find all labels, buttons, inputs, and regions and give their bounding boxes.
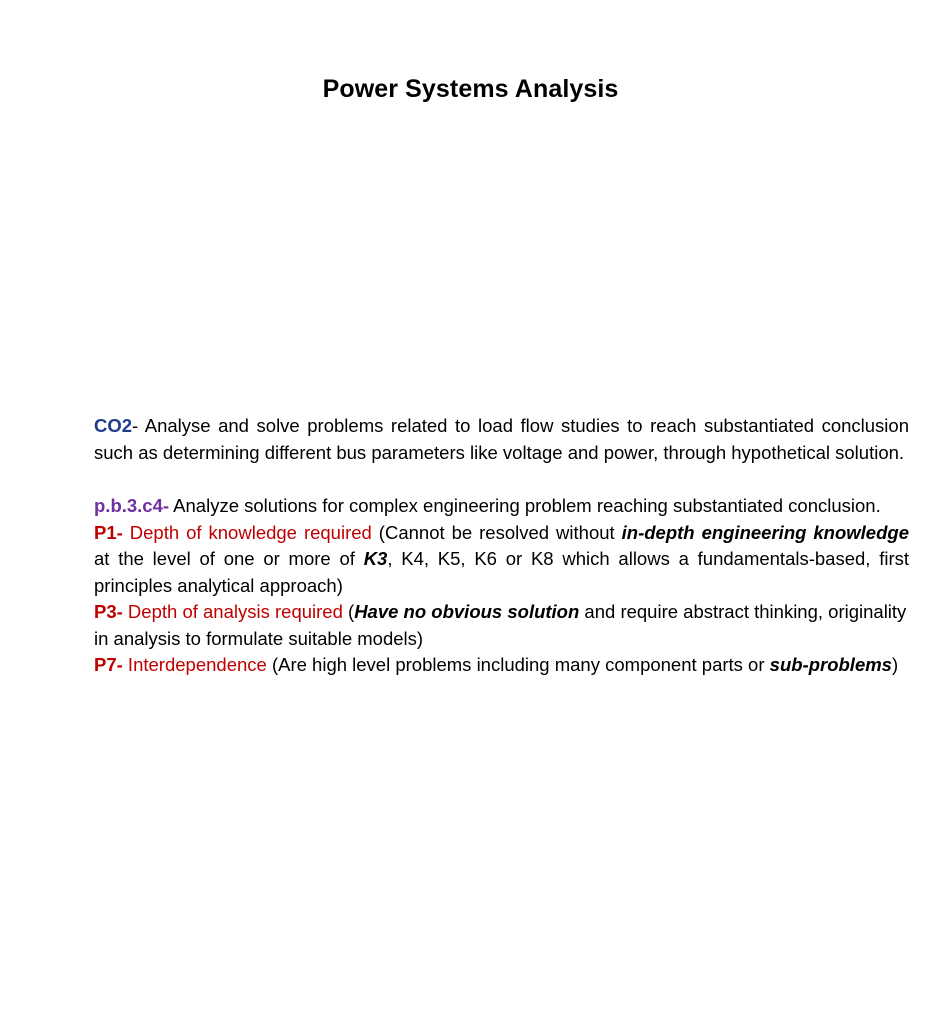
p3-text-b: and require abstract thinking, originality in analysis to formulate suitable models) [94, 601, 907, 649]
co2-label: CO2 [94, 415, 133, 436]
p7-emphasis-a: sub-problems [769, 654, 892, 675]
document-body [94, 413, 909, 679]
p7-text-a: (Are high level problems including many component parts or [266, 654, 770, 675]
p1-label: P1- [94, 521, 123, 543]
p3-text-a: ( [342, 601, 355, 622]
co2-text: - Analyse and solve problems related to load flow studies to reach substantiated conclusion such as determining different bus parameters like voltage and power, through hypothetical solution. [94, 415, 909, 463]
p1-text-a: (Cannot be resolved without [371, 521, 622, 543]
p3-emphasis-a: Have no obvious solution [354, 601, 580, 622]
p7-title: Interdependence [122, 654, 267, 675]
p7-paragraph [94, 652, 909, 679]
p1-title: Depth of knowledge required [122, 521, 372, 543]
p3-title: Depth of analysis required [122, 601, 343, 622]
p1-text-b: at the level of one or more of [94, 548, 364, 569]
p1-paragraph [94, 520, 909, 600]
page-title: Power Systems Analysis [322, 74, 619, 103]
p3-label: P3- [94, 601, 123, 622]
p7-label: P7- [94, 654, 123, 675]
co2-paragraph [94, 413, 909, 466]
p1-emphasis-b: K3 [363, 548, 388, 569]
p3-paragraph [94, 599, 909, 652]
pbc4-text: Analyze solutions for complex engineering problem reaching substantiated conclusion. [169, 495, 881, 516]
pbc4-paragraph [94, 493, 909, 520]
p1-emphasis-a: in-depth engineering knowledge [621, 521, 909, 543]
paragraph-spacer [94, 466, 909, 493]
p7-text-b: ) [891, 654, 899, 675]
pbc4-label: p.b.3.c4- [94, 495, 170, 516]
p1-text-c: , K4, K5, K6 or K8 which allows a fundamentals-based, first principles analytical approach) [94, 548, 909, 596]
